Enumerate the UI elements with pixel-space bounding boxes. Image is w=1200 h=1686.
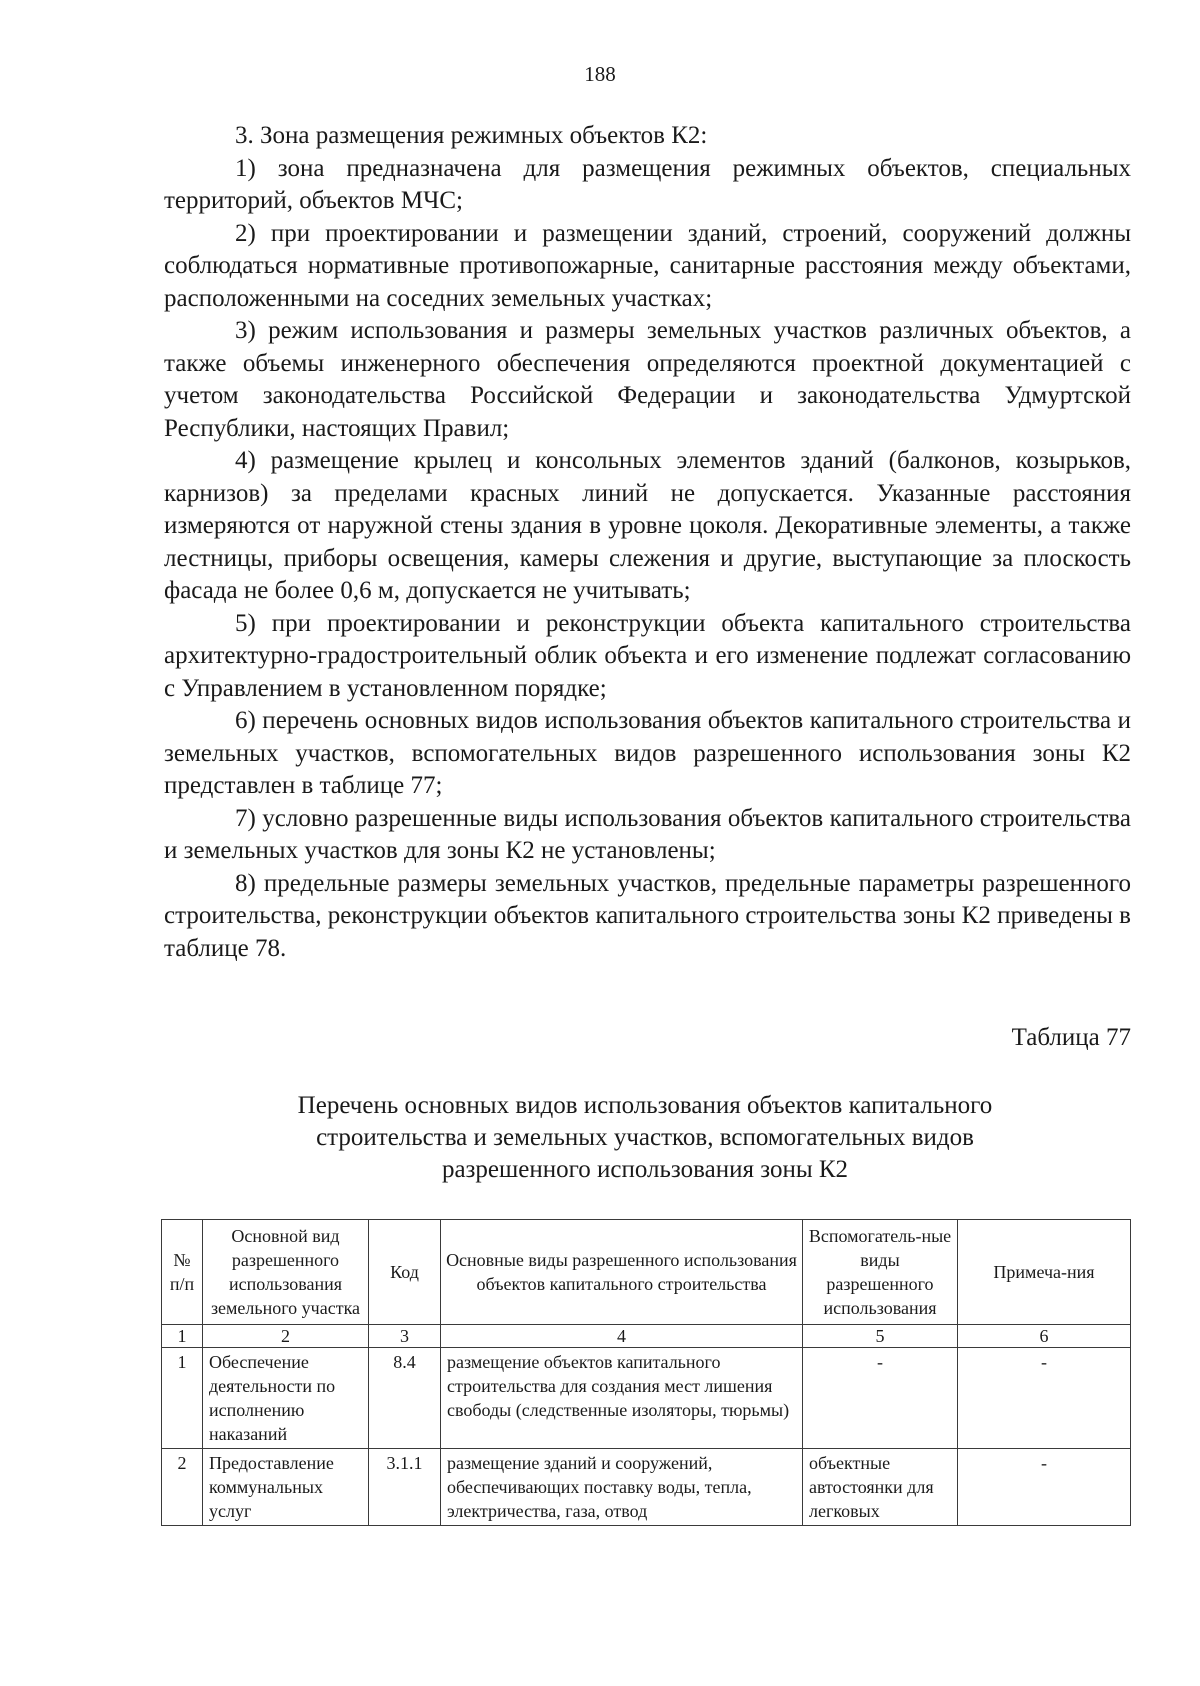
paragraph-item-5: 5) при проектировании и реконструкции объекта капитального строительства архитектурно-градостроительный облик объекта и его изменение подлежат согласованию с Управлением в установленном порядке;: [164, 609, 1131, 702]
table-title-line: Перечень основных видов использования объектов капитального: [297, 1092, 993, 1119]
column-number-row: [162, 1325, 1131, 1348]
paragraph-item-8: 8) предельные размеры земельных участков, предельные параметры разрешенного строительства, реконструкции объектов капитального строительства зоны К2 приведены в таблице 78.: [164, 869, 1131, 962]
row-land-use-type: Обеспечение деятельности по исполнению наказаний: [203, 1348, 369, 1449]
table-row: [162, 1449, 1131, 1526]
row-number: 2: [162, 1449, 203, 1526]
row-land-use-type: Предоставление коммунальных услуг: [203, 1449, 369, 1526]
header-cell-land-use-type: Основной вид разрешенного использования земельного участка: [203, 1220, 369, 1325]
table-title-line: строительства и земельных участков, вспомогательных видов: [316, 1124, 974, 1151]
column-number: 3: [369, 1325, 441, 1348]
header-cell-main-uses: Основные виды разрешенного использования объектов капитального строительства: [441, 1220, 803, 1325]
table-row: [162, 1348, 1131, 1449]
row-code: 3.1.1: [369, 1449, 441, 1526]
page-number: 188: [584, 62, 616, 86]
row-code: 8.4: [369, 1348, 441, 1449]
table-header-row: [162, 1220, 1131, 1325]
column-number: 1: [162, 1325, 203, 1348]
row-number: 1: [162, 1348, 203, 1449]
paragraph-item-3: 3) режим использования и размеры земельных участков различных объектов, а также объемы инженерного обеспечения определяются проектной документацией с учетом законодательства Российской Федерации и законодательства Удмуртской Республики, настоящих Правил;: [164, 317, 1131, 442]
row-notes: -: [958, 1449, 1131, 1526]
row-main-uses: размещение зданий и сооружений, обеспечивающих поставку воды, тепла, электричества, газа, отвод: [441, 1449, 803, 1526]
row-main-uses: размещение объектов капитального строительства для создания мест лишения свободы (следственные изоляторы, тюрьмы): [441, 1348, 803, 1449]
paragraph-item-6: 6) перечень основных видов использования объектов капитального строительства и земельных участков, вспомогательных видов разрешенного использования зоны К2 представлен в таблице 77;: [164, 707, 1131, 799]
row-auxiliary-uses: -: [803, 1348, 958, 1449]
table-title-line: разрешенного использования зоны К2: [441, 1156, 849, 1183]
header-cell-auxiliary-uses: Вспомогатель-ные виды разрешенного использования: [803, 1220, 958, 1325]
zone-k2-table: [161, 1219, 1131, 1526]
column-number: 5: [803, 1325, 958, 1348]
row-auxiliary-uses: объектные автостоянки для легковых: [803, 1449, 958, 1526]
table-caption: Таблица 77: [1011, 1024, 1131, 1051]
paragraph-item-1: 1) зона предназначена для размещения режимных объектов, специальных территорий, объектов МЧС;: [164, 154, 1131, 214]
column-number: 6: [958, 1325, 1131, 1348]
paragraph-item-2: 2) при проектировании и размещении зданий, строений, сооружений должны соблюдаться нормативные противопожарные, санитарные расстояния между объектами, расположенными на соседних земельных участках;: [164, 219, 1131, 312]
row-notes: -: [958, 1348, 1131, 1449]
header-cell-number: № п/п: [162, 1220, 203, 1325]
paragraph-item-4: 4) размещение крылец и консольных элементов зданий (балконов, козырьков, карнизов) за пределами красных линий не допускается. Указанные расстояния измеряются от наружной стены здания в уровне цоколя. Декоративные элементы, а также лестницы, приборы освещения, камеры слежения и другие, выступающие за плоскость фасада не более 0,6 м, допускается не учитывать;: [164, 447, 1131, 604]
paragraph-item-7: 7) условно разрешенные виды использования объектов капитального строительства и земельных участков для зоны К2 не установлены;: [164, 804, 1131, 864]
header-cell-code: Код: [369, 1220, 441, 1325]
column-number: 2: [203, 1325, 369, 1348]
header-cell-notes: Примеча-ния: [958, 1220, 1131, 1325]
column-number: 4: [441, 1325, 803, 1348]
body-text: [164, 120, 1131, 965]
paragraph-zone-heading: 3. Зона размещения режимных объектов К2:: [235, 122, 708, 149]
table-title: [200, 1090, 1090, 1186]
